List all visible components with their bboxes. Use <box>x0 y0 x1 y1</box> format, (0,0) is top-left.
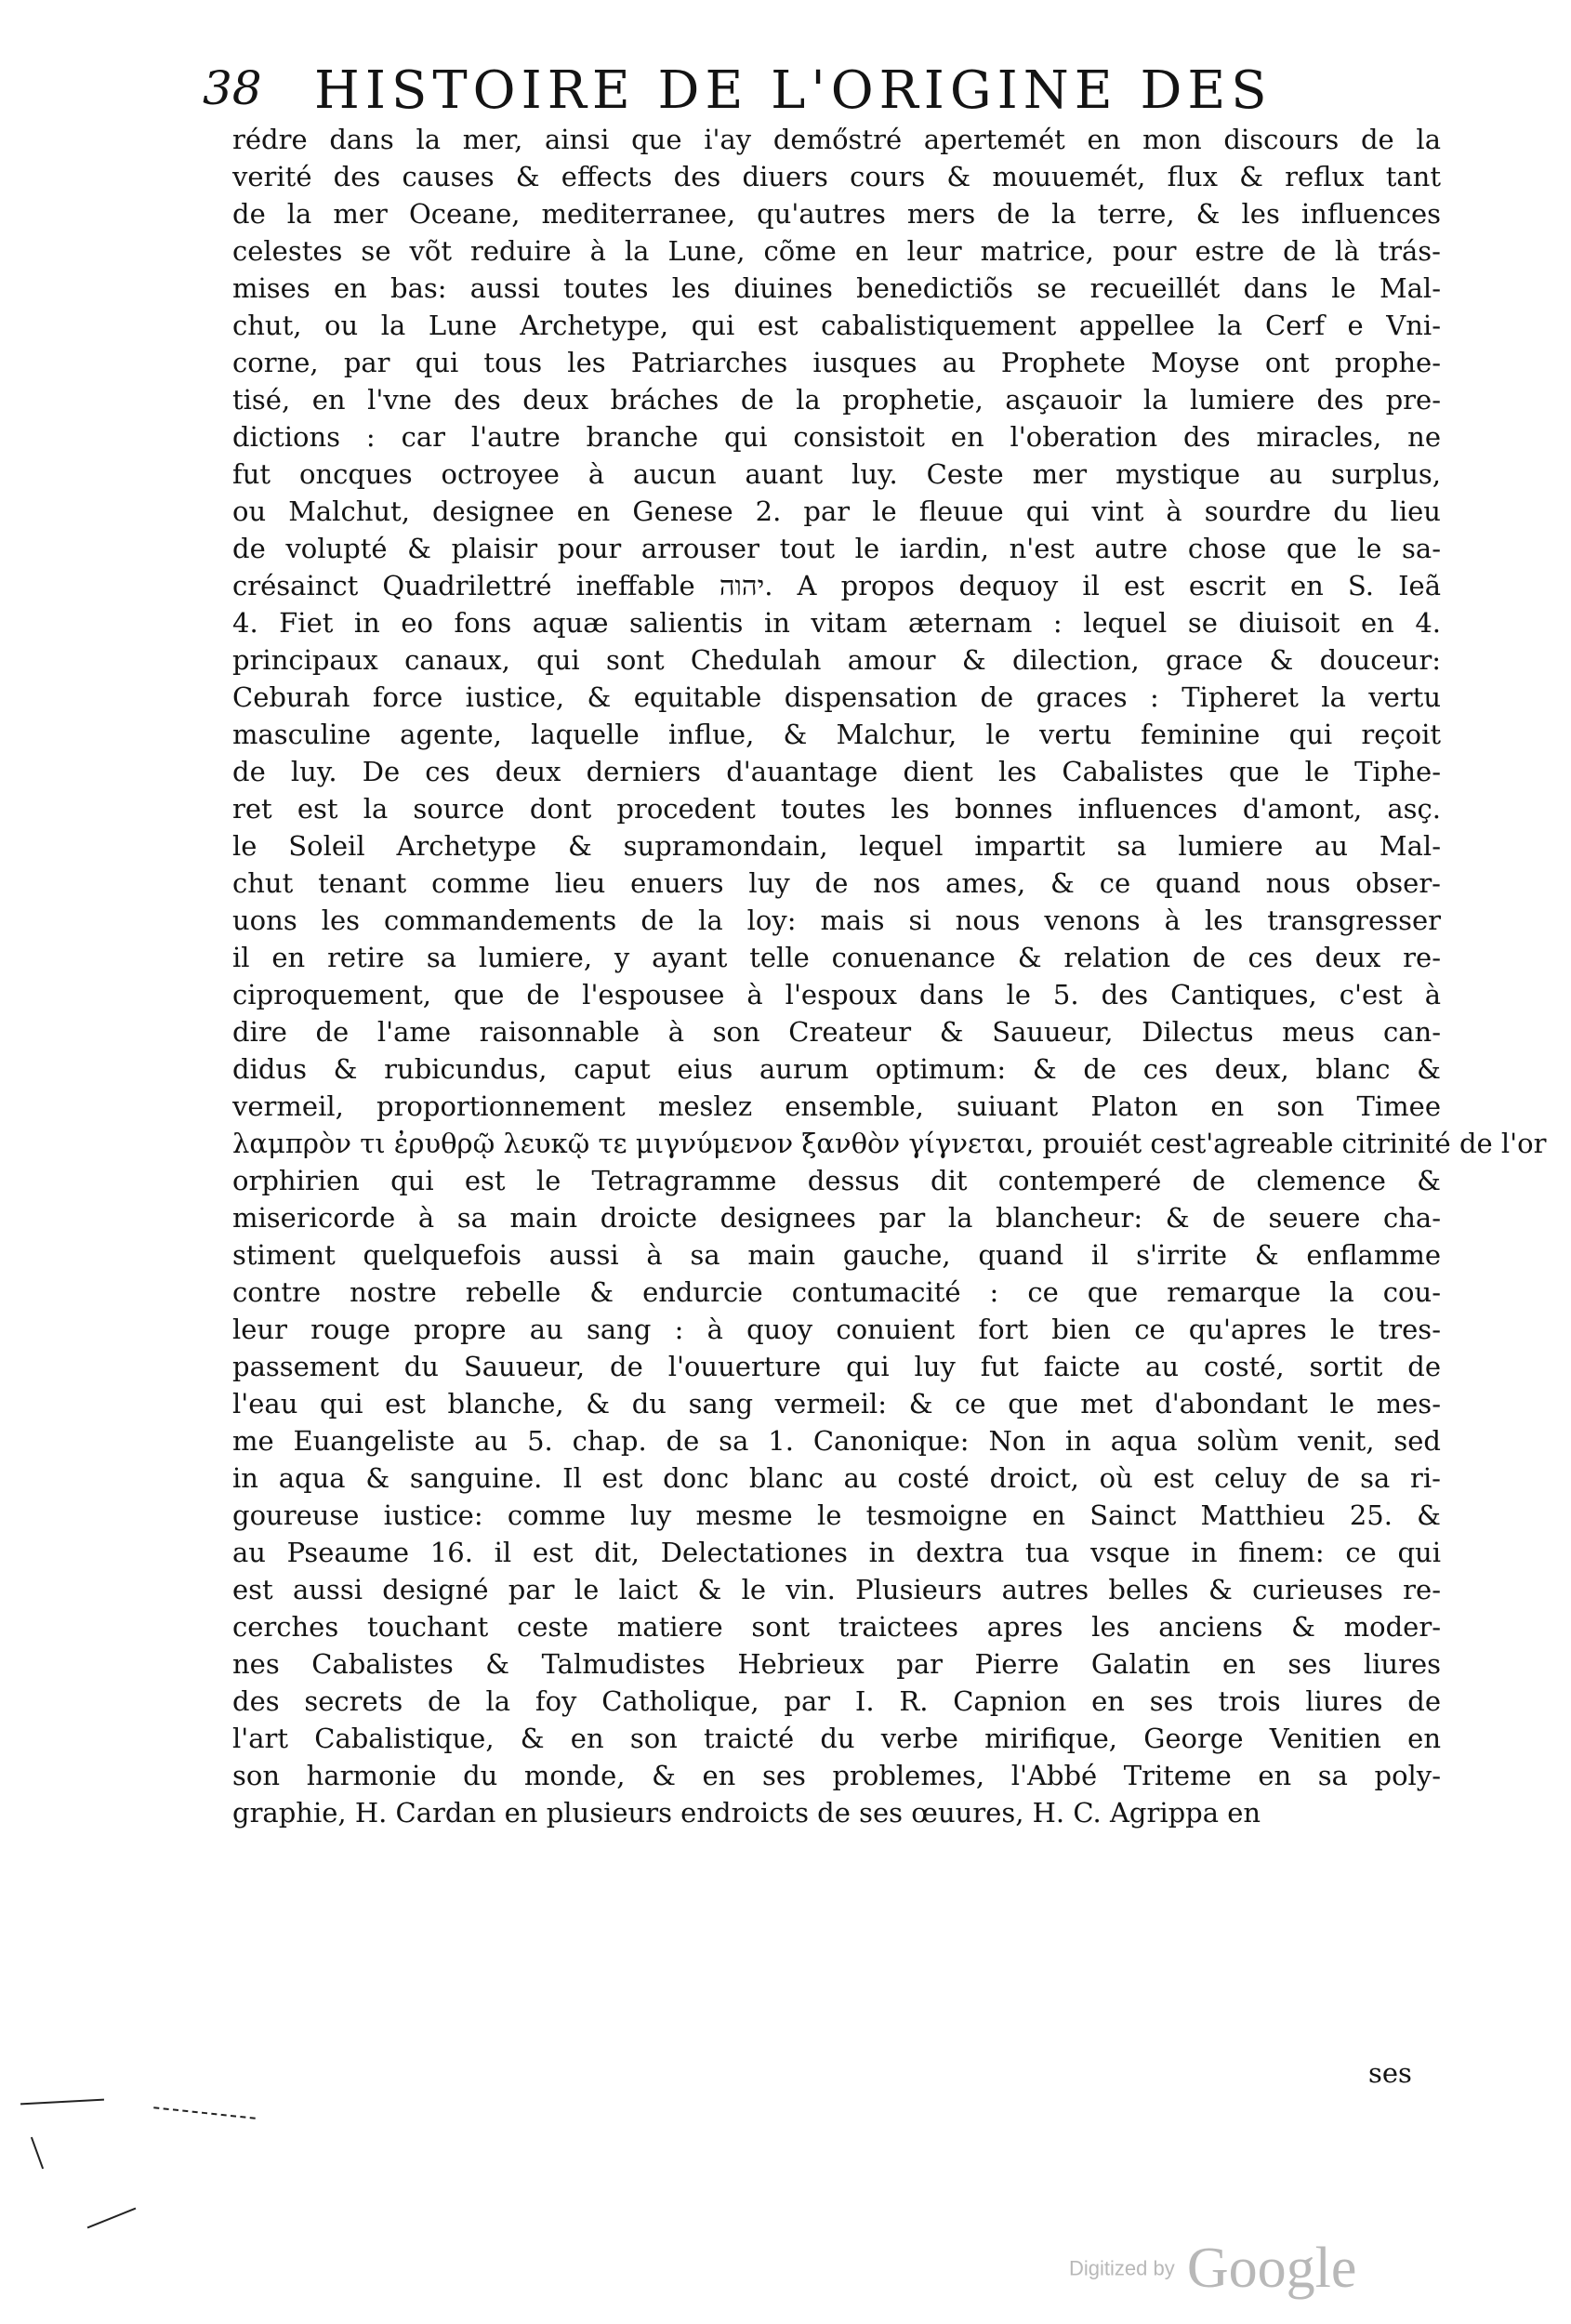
text-line: de la mer Oceane, mediterranee, qu'autres mers de la terre, & les influences <box>232 198 1441 230</box>
body-text <box>232 121 1547 1831</box>
text-line: chut tenant comme lieu enuers luy de nos ames, & ce quand nous obser- <box>232 867 1441 899</box>
text-line: verité des causes & effects des diuers cours & mouuemét, flux & reflux tant <box>232 161 1441 192</box>
text-line: le Soleil Archetype & supramondain, lequel impartit sa lumiere au Mal- <box>232 830 1441 862</box>
text-line: ciproquement, que de l'espousee à l'espoux dans le 5. des Cantiques, c'est à <box>232 979 1441 1010</box>
watermark <box>1069 2236 1356 2302</box>
text-line: cerches touchant ceste matiere sont traictees apres les anciens & moder- <box>232 1611 1441 1643</box>
text-line: me Euangeliste au 5. chap. de sa 1. Canonique: Non in aqua solùm venit, sed <box>232 1425 1441 1457</box>
text-line: stiment quelquefois aussi à sa main gauche, quand il s'irrite & enflamme <box>232 1239 1441 1271</box>
text-line: des secrets de la foy Catholique, par I. R. Capnion en ses trois liures de <box>232 1685 1441 1717</box>
text-line: ret est la source dont procedent toutes les bonnes influences d'amont, asç. <box>232 793 1441 825</box>
text-line: corne, par qui tous les Patriarches iusques au Prophete Moyse ont prophe- <box>232 347 1441 378</box>
text-line: in aqua & sanguine. Il est donc blanc au costé droict, où est celuy de sa ri- <box>232 1462 1441 1494</box>
text-line: goureuse iustice: comme luy mesme le tesmoigne en Sainct Matthieu 25. & <box>232 1499 1441 1531</box>
text-line: orphirien qui est le Tetragramme dessus dit contemperé de clemence & <box>232 1165 1441 1196</box>
text-line: dire de l'ame raisonnable à son Createur & Sauueur, Dilectus meus can- <box>232 1016 1441 1048</box>
text-line: contre nostre rebelle & endurcie contumacité : ce que remarque la cou- <box>232 1276 1441 1308</box>
text-line: graphie, H. Cardan en plusieurs endroicts de ses œuures, H. C. Agrippa en <box>232 1797 1261 1829</box>
text-line: de luy. De ces deux derniers d'auantage dient les Cabalistes que le Tiphe- <box>232 756 1441 787</box>
text-line: celestes se võt reduire à la Lune, cõme en leur matrice, pour estre de là trás- <box>232 235 1441 267</box>
text-line: didus & rubicundus, caput eius aurum optimum: & de ces deux, blanc & <box>232 1053 1441 1085</box>
text-line: est aussi designé par le laict & le vin. Plusieurs autres belles & curieuses re- <box>232 1574 1441 1605</box>
text-line: il en retire sa lumiere, y ayant telle conuenance & relation de ces deux re- <box>232 942 1441 973</box>
text-line: dictions : car l'autre branche qui consistoit en l'oberation des miracles, ne <box>232 421 1441 453</box>
margin-mark-3 <box>31 2137 44 2170</box>
watermark-brand: Google <box>1186 2237 1357 2300</box>
text-line: fut oncques octroyee à aucun auant luy. Ceste mer mystique au surplus, <box>232 458 1441 490</box>
text-line: l'art Cabalistique, & en son traicté du verbe mirifique, George Venitien en <box>232 1723 1441 1754</box>
text-line: passement du Sauueur, de l'ouuerture qui luy fut faicte au costé, sortit de <box>232 1351 1441 1382</box>
text-line: λαμπρὸν τι ἐρυθρῷ λευκῷ τε μιγνύμενον ξανθὸν γίγνεται, prouiét cest'agreable citrinité de l'or <box>232 1128 1547 1159</box>
text-line: masculine agente, laquelle influe, & Malchur, le vertu feminine qui reçoit <box>232 719 1441 750</box>
text-line: Ceburah force iustice, & equitable dispensation de graces : Tipheret la vertu <box>232 681 1441 713</box>
text-line: leur rouge propre au sang : à quoy conuient fort bien ce qu'apres le tres- <box>232 1314 1441 1345</box>
text-line: vermeil, proportionnement meslez ensemble, suiuant Platon en son Timee <box>232 1090 1441 1122</box>
text-line: au Pseaume 16. il est dit, Delectationes in dextra tua vsque in finem: ce qui <box>232 1537 1441 1568</box>
text-line: 4. Fiet in eo fons aquæ salientis in vitam æternam : lequel se diuisoit en 4. <box>232 607 1441 639</box>
margin-mark-2 <box>153 2106 256 2119</box>
running-head: HISTOIRE DE L'ORIGINE DES <box>314 60 1273 121</box>
text-line: principaux canaux, qui sont Chedulah amour & dilection, grace & douceur: <box>232 644 1441 676</box>
text-line: chut, ou la Lune Archetype, qui est cabalistiquement appellee la Cerf e Vni- <box>232 310 1441 341</box>
text-line: tisé, en l'vne des deux bráches de la prophetie, asçauoir la lumiere des pre- <box>232 384 1441 416</box>
text-line: ou Malchut, designee en Genese 2. par le fleuue qui vint à sourdre du lieu <box>232 495 1441 527</box>
text-line: mises en bas: aussi toutes les diuines benedictiõs se recueillét dans le Mal- <box>232 272 1441 304</box>
text-line: uons les commandements de la loy: mais si nous venons à les transgresser <box>232 905 1441 936</box>
page-number: 38 <box>203 61 262 115</box>
text-line: son harmonie du monde, & en ses problemes, l'Abbé Triteme en sa poly- <box>232 1760 1441 1791</box>
text-line: crésainct Quadrilettré ineffable יהוה. A propos dequoy il est escrit en S. Ieã <box>232 570 1441 601</box>
text-line: rédre dans la mer, ainsi que i'ay demőstré apertemét en mon discours de la <box>232 124 1441 155</box>
text-line: misericorde à sa main droicte designees par la blancheur: & de seuere cha- <box>232 1202 1441 1234</box>
margin-mark-1 <box>20 2099 104 2106</box>
catchword: ses <box>1368 2057 1412 2089</box>
watermark-label: Digitized by <box>1069 2256 1175 2280</box>
text-line: l'eau qui est blanche, & du sang vermeil: & ce que met d'abondant le mes- <box>232 1388 1441 1419</box>
margin-mark-4 <box>87 2208 137 2229</box>
text-line: nes Cabalistes & Talmudistes Hebrieux par Pierre Galatin en ses liures <box>232 1648 1441 1680</box>
text-line: de volupté & plaisir pour arrouser tout le iardin, n'est autre chose que le sa- <box>232 533 1441 564</box>
